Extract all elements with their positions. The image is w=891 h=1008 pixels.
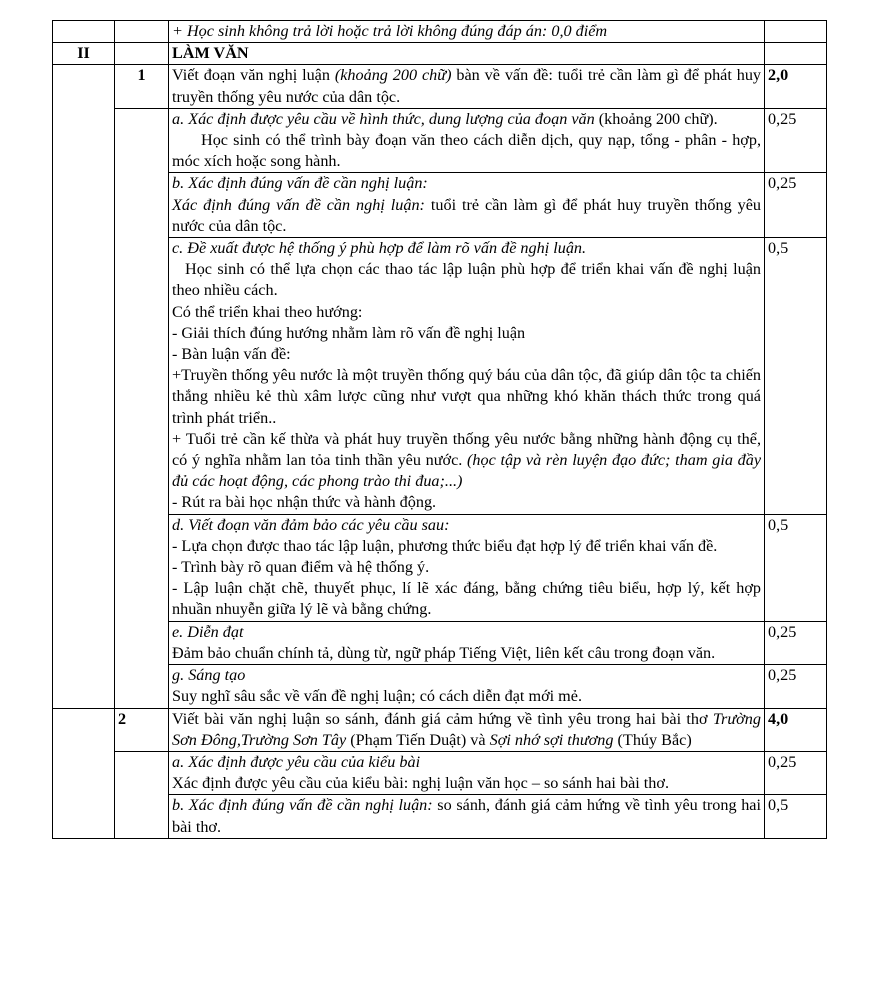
- criterion-content: a. Xác định được yêu cầu về hình thức, dung lượng của đoạn văn (khoảng 200 chữ). Học sinh có thể trình bày đoạn văn theo cách diễn dịch, quy nạp, tổng - phân - hợp, móc xích hoặc song hành.: [169, 108, 765, 173]
- criterion-row: [53, 621, 827, 664]
- criterion-row: [53, 108, 827, 173]
- criterion-content: g. Sáng tạo Suy nghĩ sâu sắc về vấn đề nghị luận; có cách diễn đạt mới mẻ.: [169, 665, 765, 708]
- criterion-row: [53, 795, 827, 838]
- question-score: 2,0: [765, 65, 827, 108]
- criterion-content: d. Viết đoạn văn đảm bảo các yêu cầu sau: - Lựa chọn được thao tác lập luận, phương thức biểu đạt hợp lý để triển khai vấn đề. - Trình bày rõ quan điểm và hệ thống ý. - Lập luận chặt chẽ, thuyết phục, lí lẽ xác đáng, bằng chứng tiêu biểu, hợp lý, kết hợp nhuần nhuyễn giữa lý lẽ và bằng chứng.: [169, 514, 765, 621]
- question-row: [53, 65, 827, 108]
- question-score: 4,0: [765, 708, 827, 751]
- question-number: 2: [115, 708, 169, 751]
- criterion-score: 0,25: [765, 173, 827, 238]
- criterion-content: b. Xác định đúng vấn đề cần nghị luận: so sánh, đánh giá cảm hứng về tình yêu trong hai bài thơ.: [169, 795, 765, 838]
- row-text: + Học sinh không trả lời hoặc trả lời không đúng đáp án: 0,0 điểm: [169, 21, 765, 43]
- section-header-row: [53, 43, 827, 65]
- criterion-score: 0,25: [765, 621, 827, 664]
- criterion-row: [53, 514, 827, 621]
- criterion-row: [53, 665, 827, 708]
- criterion-content: c. Đề xuất được hệ thống ý phù hợp để làm rõ vấn đề nghị luận. Học sinh có thể lựa chọn các thao tác lập luận phù hợp để triển khai vấn đề nghị luận theo nhiều cách. Có thể triển khai theo hướng: - Giải thích đúng hướng nhằm làm rõ vấn đề nghị luận - Bàn luận vấn đề: +Truyền thống yêu nước là một truyền thống quý báu của dân tộc, đã giúp dân tộc ta chiến thắng nhiều kẻ thù xâm lược cũng như vượt qua những khó khăn thách thức trong quá trình phát triển.. + Tuổi trẻ cần kế thừa và phát huy truyền thống yêu nước bằng những hành động cụ thể, có ý nghĩa nhằm lan tỏa tinh thần yêu nước. (học tập và rèn luyện đạo đức; tham gia đầy đủ các hoạt động, các phong trào thi đua;...) - Rút ra bài học nhận thức và hành động.: [169, 238, 765, 515]
- question-row: [53, 708, 827, 751]
- criterion-row: [53, 173, 827, 238]
- criterion-content: a. Xác định được yêu cầu của kiểu bài Xác định được yêu cầu của kiểu bài: nghị luận văn học – so sánh hai bài thơ.: [169, 751, 765, 794]
- question-prompt: Viết đoạn văn nghị luận (khoảng 200 chữ) bàn về vấn đề: tuổi trẻ cần làm gì để phát huy truyền thống yêu nước của dân tộc.: [169, 65, 765, 108]
- question-prompt: Viết bài văn nghị luận so sánh, đánh giá cảm hứng về tình yêu trong hai bài thơ Trường Sơn Đông,Trường Sơn Tây (Phạm Tiến Duật) và Sợi nhớ sợi thương (Thúy Bắc): [169, 708, 765, 751]
- criterion-score: 0,5: [765, 238, 827, 515]
- criterion-score: 0,25: [765, 108, 827, 173]
- section-number: II: [53, 43, 115, 65]
- criterion-score: 0,25: [765, 665, 827, 708]
- criterion-row: [53, 751, 827, 794]
- criterion-content: e. Diễn đạt Đảm bảo chuẩn chính tả, dùng từ, ngữ pháp Tiếng Việt, liên kết câu trong đoạn văn.: [169, 621, 765, 664]
- question-number: 1: [115, 65, 169, 108]
- table-row: [53, 21, 827, 43]
- criterion-content: b. Xác định đúng vấn đề cần nghị luận: Xác định đúng vấn đề cần nghị luận: tuổi trẻ cần làm gì để phát huy truyền thống yêu nước của dân tộc.: [169, 173, 765, 238]
- criterion-score: 0,25: [765, 751, 827, 794]
- criterion-score: 0,5: [765, 795, 827, 838]
- criterion-score: 0,5: [765, 514, 827, 621]
- section-title: LÀM VĂN: [169, 43, 765, 65]
- criterion-row: [53, 238, 827, 515]
- answer-key-table: [52, 20, 827, 839]
